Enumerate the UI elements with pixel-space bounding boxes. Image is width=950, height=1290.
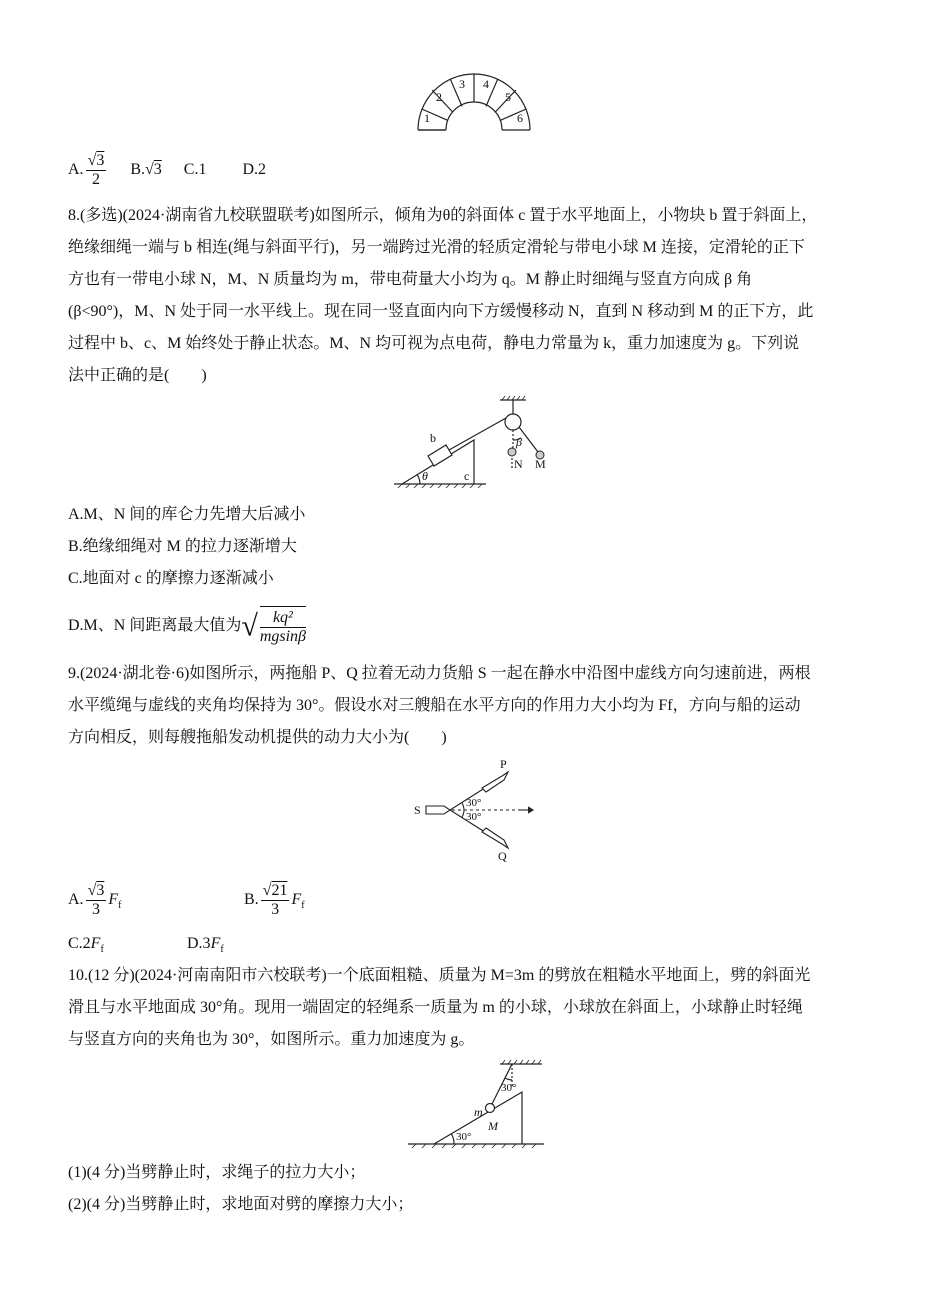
q8-line-4: (β<90°)，M、N 处于同一水平线上。现在同一竖直面内向下方缓慢移动 N，直到 N 移动到 M 的正下方，此 [68, 303, 814, 320]
q7-option-b[interactable]: B.√ 3 [130, 161, 161, 178]
q9-option-a[interactable]: A. √ $\frac{3}{3}$ $F_f$ [68, 878, 240, 928]
q8-option-d[interactable]: D.M、N 间距离最大值为√ $\frac{\text{kq²}}{mgsin\beta}$ [68, 600, 308, 652]
q7-options [68, 150, 266, 190]
q8-line-5: 过程中 b、c、M 始终处于静止状态。M、N 均可视为点电荷，静电力常量为 k，重力加速度为 g。下列说 [68, 335, 800, 352]
label-m-small: m [474, 1105, 483, 1119]
q9-line-1: 9.(2024·湖北卷·6)如图所示，两拖船 P、Q 拉着无动力货船 S 一起在静水中沿图中虚线方向匀速前进，两根 [68, 665, 811, 682]
q9-option-c[interactable]: $C.2F_f$ [68, 935, 104, 956]
q8-line-3: 方也有一带电小球 N，M、N 质量均为 m，带电荷量大小均为 q。M 静止时细绳与竖直方向成 β 角 [68, 271, 753, 288]
label-s: S [414, 803, 421, 817]
sqrt-symbol [145, 161, 154, 178]
q7-option-d[interactable]: D.2 [242, 161, 267, 178]
label-n: N [514, 457, 523, 471]
q8-line-1: 8.(多选)(2024·湖南省九校联盟联考)如图所示，倾角为θ的斜面体 c 置于水平地面上，小物块 b 置于斜面上， [68, 207, 818, 224]
label-angle-bottom: 30° [456, 1131, 472, 1143]
sqrt-symbol: √ [241, 609, 258, 643]
q10-line-2: 滑且与水平地面成 30°角。现用一端固定的轻绳系一质量为 m 的小球，小球放在斜面上，小球静止时轻绳 [68, 999, 803, 1016]
q8-line-2: 绝缘细绳一端与 b 相连(绳与斜面平行)，另一端跨过光滑的轻质定滑轮与带电小球 M 连接，定滑轮的正下 [68, 239, 805, 256]
arch-label-5: 5 [505, 90, 511, 104]
q9-options-row-1 [68, 878, 305, 928]
fraction: √ $\frac{3}{3}$ [86, 882, 107, 919]
fraction: √ $\frac{3}{2}$ [86, 152, 107, 189]
q8-line-6: 法中正确的是( ) [68, 367, 207, 384]
label-b: b [430, 431, 436, 445]
q9-line-3: 方向相反，则每艘拖船发动机提供的动力大小为( ) [68, 729, 447, 746]
arch-label-6: 6 [517, 111, 523, 125]
q8-option-c[interactable]: C.地面对 c 的摩擦力逐渐减小 [68, 570, 274, 587]
arch-label-1: 1 [424, 111, 430, 125]
fraction: √ $\frac{21}{3}$ [261, 882, 290, 919]
incline-pulley-figure [390, 394, 560, 490]
q10-sub-2: (2)(4 分)当劈静止时，求地面对劈的摩擦力大小； [68, 1196, 414, 1213]
label-angle-top: 30° [501, 1082, 517, 1094]
q10-line-3: 与竖直方向的夹角也为 30°，如图所示。重力加速度为 g。 [68, 1031, 475, 1048]
sqrt-fraction: √ $\frac{\text{kq²}}{mgsin\beta}$ [241, 600, 308, 652]
q9-line-2: 水平缆绳与虚线的夹角均保持为 30°。假设水对三艘船在水平方向的作用力大小均为 Ff，方向与船的运动 [68, 697, 801, 714]
label-p: P [500, 757, 507, 771]
q7-option-a[interactable]: A. √ $\frac{3}{2}$ [68, 161, 112, 178]
wedge-ball-figure [404, 1058, 550, 1152]
label-angle-top: 30° [466, 797, 482, 809]
q7-option-c[interactable]: C.1 [183, 161, 207, 178]
label-beta: β [516, 435, 522, 449]
q9-options-row-2 [68, 934, 224, 960]
q10-sub-1: (1)(4 分)当劈静止时，求绳子的拉力大小； [68, 1164, 366, 1181]
tugboat-figure [412, 756, 542, 866]
label-m-big: M [488, 1119, 498, 1133]
q9-option-b[interactable]: B. √ $\frac{21}{3}$ $F_f$ [244, 891, 305, 908]
label-q: Q [498, 849, 507, 863]
arch-label-2: 2 [436, 90, 442, 104]
q8-option-a[interactable]: A.M、N 间的库仑力先增大后减小 [68, 506, 306, 523]
arch-figure [414, 70, 534, 134]
label-angle-bottom: 30° [466, 811, 482, 823]
q9-option-d[interactable]: $D.3F_f$ [187, 935, 224, 956]
label-m: M [535, 457, 546, 471]
q10-line-1: 10.(12 分)(2024·河南南阳市六校联考)一个底面粗糙、质量为 M=3m 的劈放在粗糙水平地面上，劈的斜面光 [68, 967, 811, 984]
arch-label-3: 3 [459, 77, 465, 91]
label-theta: θ [422, 469, 428, 483]
label-c: c [464, 469, 470, 483]
arch-label-4: 4 [483, 77, 489, 91]
q8-option-b[interactable]: B.绝缘细绳对 M 的拉力逐渐增大 [68, 538, 297, 555]
